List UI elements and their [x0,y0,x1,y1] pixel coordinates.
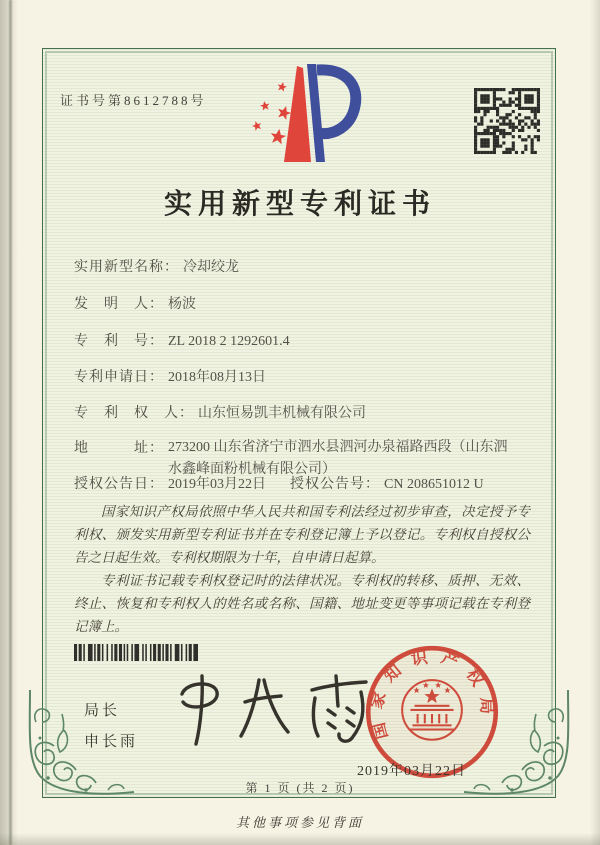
seal-date: 2019年03月22日 [357,764,466,779]
field-label: 授权公告号： [290,477,380,492]
director-title: 局长 [84,703,121,719]
field-value: 杨波 [168,297,196,312]
certificate-number: 证书号第8612788号 [60,93,207,108]
body-paragraph-1: 国家知识产权局依照中华人民共和国专利法经过初步审查，决定授予专利权、颁发实用新型专利证书并在专利登记簿上予以登记。专利权自授权公告之日起生效。专利权期限为十年，自申请日起算。 [74,504,530,565]
field-label: 专 利 权 人： [74,406,194,421]
field-grant-date [74,477,266,492]
certificate-title: 实用新型专利证书 [163,189,436,220]
director-name: 申长雨 [84,734,139,750]
field-inventor [74,293,196,313]
field-label: 授权公告日： [74,477,164,492]
scan-edge-shadow [0,0,24,845]
field-label: 发 明 人： [74,297,164,312]
qr-code [474,88,540,154]
corner-flourish-icon [462,686,574,804]
body-paragraph-2: 专利证书记载专利权登记时的法律状况。专利权的转移、质押、无效、终止、恢复和专利权人的姓名或名称、国籍、地址变更等事项记载在专利登记簿上。 [74,573,530,634]
back-note: 其他事项参见背面 [235,815,364,830]
field-grant-row [74,473,534,493]
barcode [72,644,292,661]
field-label: 实用新型名称： [74,260,179,275]
field-label: 专利申请日： [74,370,164,385]
field-value: ZL 2018 2 1292601.4 [168,334,290,349]
director-signature [162,666,382,756]
field-value: 山东恒易凯丰机械有限公司 [198,406,366,421]
field-patentee [74,402,366,422]
field-value: 2018年08月13日 [168,370,266,385]
field-utility-model-name [74,256,239,276]
scan-edge-line [9,0,12,845]
field-label: 专 利 号： [74,334,164,349]
field-value: CN 208651012 U [384,477,484,492]
field-value: 冷却绞龙 [183,260,239,275]
cnipa-logo-icon [236,60,362,174]
page-number: 第 1 页 (共 2 页) [245,781,355,795]
corner-flourish-icon [24,686,139,804]
field-label: 地 址： [74,441,164,456]
field-patent-number [74,330,290,350]
scan-edge-shadow-right [590,0,600,845]
scan-edge-shadow-bottom [0,833,600,845]
field-filing-date [74,366,266,386]
field-grant-number [290,473,484,493]
seal-text: 国家知识产权局 [366,646,497,742]
field-value: 2019年03月22日 [168,477,266,492]
certificate-body-text [74,500,530,638]
field-value: 273200 山东省济宁市泗水县泗河办泉福路西段（山东泗水鑫峰面粉机械有限公司） [168,440,508,477]
